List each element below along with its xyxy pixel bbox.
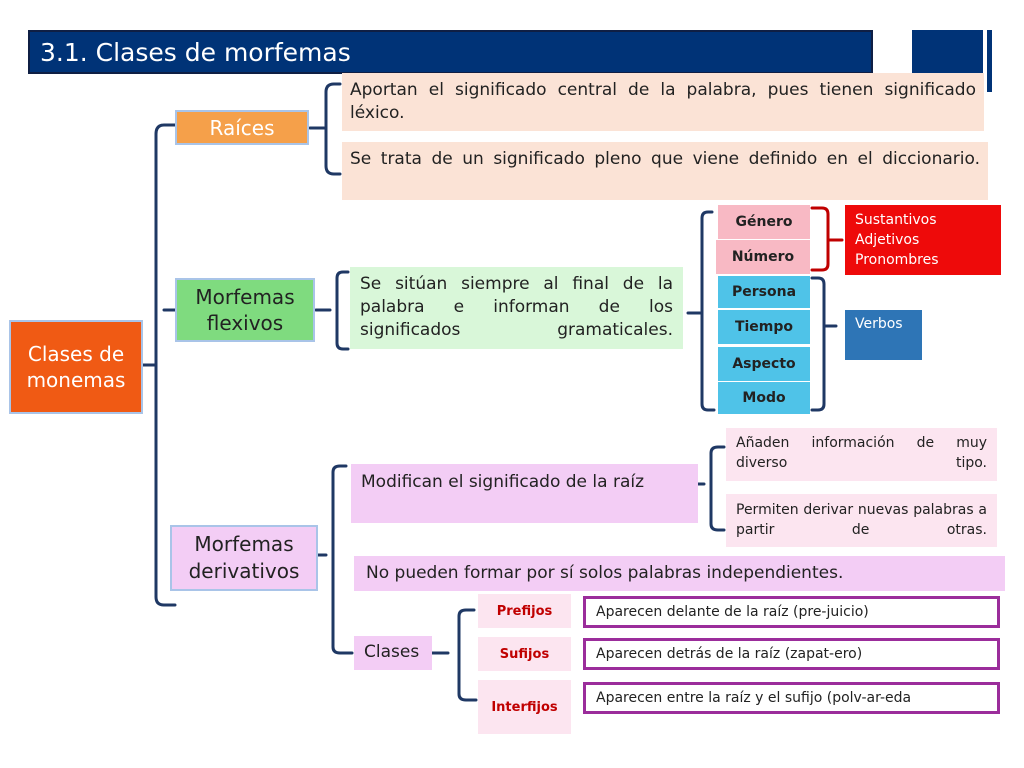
type-aspecto: Aspecto <box>718 347 810 381</box>
derivativos-sub-2: Permiten derivar nuevas palabras a partir de otras. <box>726 494 997 547</box>
clases-connector <box>432 610 476 700</box>
derivativos-desc: Modifican el significado de la raíz <box>351 464 698 523</box>
flexivos-connector <box>316 272 348 349</box>
derivativos-sub-1: Añaden información de muy diverso tipo. <box>726 428 997 481</box>
derivativos-connector <box>318 466 352 653</box>
nominal-group-item: Sustantivos <box>855 212 937 228</box>
type-numero: Número <box>716 240 810 274</box>
modifican-connector <box>698 447 724 530</box>
clase-sufijos-desc: Aparecen detrás de la raíz (zapat-ero) <box>583 638 1000 670</box>
clase-sufijos: Sufijos <box>478 637 571 671</box>
clase-prefijos-desc: Aparecen delante de la raíz (pre-juicio) <box>583 596 1000 628</box>
type-modo: Modo <box>718 382 810 414</box>
type-genero: Género <box>718 205 810 239</box>
nominal-group-item: Pronombres <box>855 252 939 268</box>
page-title: 3.1. Clases de morfemas <box>28 30 873 74</box>
clases-node: Clases <box>354 636 432 670</box>
nominal-connector <box>812 208 842 270</box>
derivativos-node: Morfemas derivativos <box>170 525 318 591</box>
clase-interfijos-desc: Aparecen entre la raíz y el sufijo (polv-ar-eda <box>583 682 1000 714</box>
raices-connector <box>310 84 340 174</box>
flexivos-node: Morfemas flexivos <box>175 278 315 342</box>
raices-node: Raíces <box>175 110 309 145</box>
verbos-group: Verbos <box>845 310 922 360</box>
raices-desc-1: Aportan el significado central de la palabra, pues tienen significado léxico. <box>342 73 984 131</box>
clase-prefijos: Prefijos <box>478 594 571 628</box>
verbos-connector <box>812 278 836 410</box>
type-tiempo: Tiempo <box>718 310 810 344</box>
flexivos-desc: Se sitúan siempre al final de la palabra e informan de los significados gramaticales. <box>350 267 683 349</box>
root-node: Clases de monemas <box>9 320 143 414</box>
nominal-group-item: Adjetivos <box>855 232 920 248</box>
raices-desc-2: Se trata de un significado pleno que viene definido en el diccionario. <box>342 142 988 200</box>
nominal-group <box>845 205 1001 275</box>
types-connector <box>688 212 714 410</box>
derivativos-note: No pueden formar por sí solos palabras independientes. <box>354 556 1005 591</box>
clase-interfijos: Interfijos <box>478 680 571 734</box>
type-persona: Persona <box>718 276 810 308</box>
